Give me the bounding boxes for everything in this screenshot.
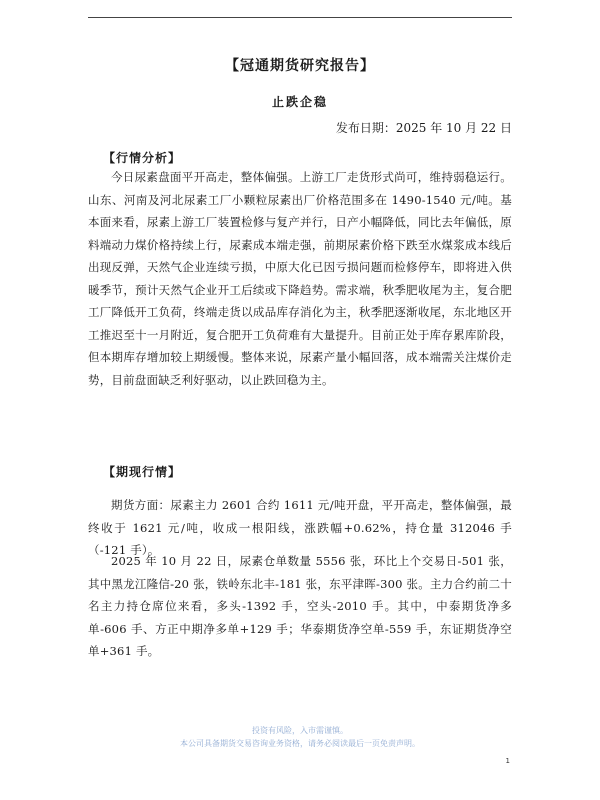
- futures-paragraph-1: 期货方面：尿素主力 2601 合约 1611 元/吨开盘，平开高走，整体偏强，最终收于 1621 元/吨，收成一根阳线，涨跌幅+0.62%，持仓量 312046 手（-121 手）。: [88, 498, 512, 557]
- report-subtitle: 止跌企稳: [271, 95, 328, 109]
- section-heading-market-analysis: 【行情分析】: [103, 151, 182, 165]
- market-analysis-paragraph: 今日尿素盘面平开高走，整体偏强。上游工厂走货形式尚可，维持弱稳运行。山东、河南及河北尿素工厂小颗粒尿素出厂价格范围多在 1490-1540 元/吨。基本面来看，尿素上游工厂装置检修与复产并行，日产小幅降低，同比去年偏低，原料端动力煤价格持续上行，尿素成本端走强，前期尿素价格下跌至水煤浆成本线后出现反弹，天然气企业连续亏损，中原大化已因亏损问题而检修停车，即将进入供暖季节，预计天然气企业开工后续或下降趋势。需求端，秋季肥收尾为主，复合肥工厂降低开工负荷，终端走货以成品库存消化为主，秋季肥逐渐收尾，东北地区开工推迟至十一月附近，复合肥开工负荷难有大量提升。目前正处于库存累库阶段，但本期库存增加较上期缓慢。整体来说，尿素产量小幅回落，成本端需关注煤价走势，目前盘面缺乏利好驱动，以止跌回稳为主。: [88, 170, 512, 387]
- futures-paragraph-2: 2025 年 10 月 22 日，尿素仓单数量 5556 张，环比上个交易日-501 张，其中黑龙江隆信-20 张，铁岭东北丰-181 张，东平津晖-300 张。主力合约前二十名主力持仓席位来看，多头-1392 手，空头-2010 手。其中，中泰期货净多单-606 手、方正中期净多单+129 手；华泰期货净空单-559 手，东证期货净空单+361 手。: [88, 554, 512, 658]
- header-rule: [88, 17, 512, 18]
- publish-date: 发布日期：2025 年 10 月 22 日: [335, 121, 512, 135]
- disclaimer-line-2: 本公司具备期货交易咨询业务资格，请务必阅读最后一页免责声明。: [180, 739, 420, 748]
- page-number: 1: [505, 757, 510, 765]
- disclaimer-line-1: 投资有风险，入市需谨慎。: [252, 726, 348, 735]
- section-heading-futures-spot: 【期现行情】: [103, 465, 182, 479]
- report-title: 【冠通期货研究报告】: [225, 58, 375, 74]
- footer-disclaimer: [0, 724, 600, 750]
